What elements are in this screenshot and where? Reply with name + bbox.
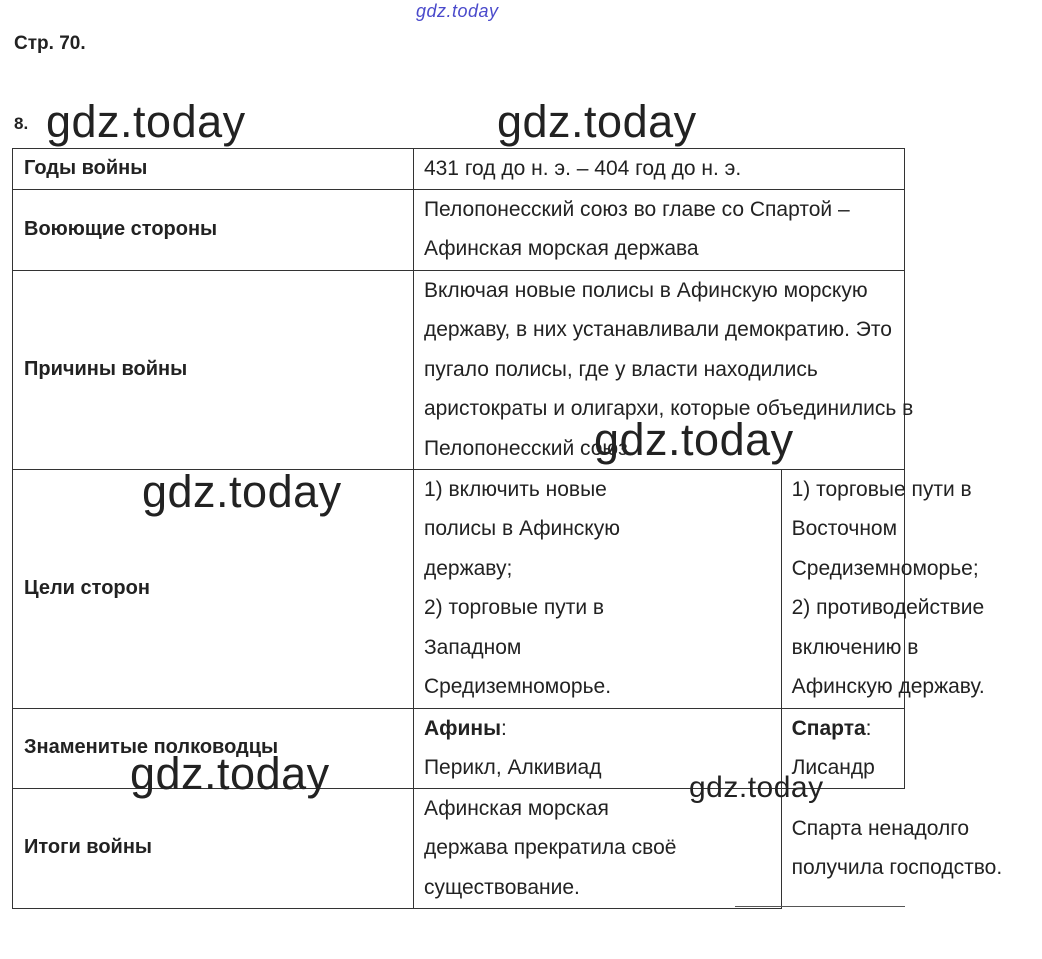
- commanders-sparta-title: Спарта: [791, 716, 866, 740]
- commanders-athens-heading: [424, 709, 771, 749]
- causes-line-2: державу, в них устанавливали демократию. Это: [423, 318, 892, 341]
- sides-line-1: Пелопонесский союз во главе со Спартой –: [423, 197, 850, 221]
- goals-sparta-line: Средиземноморье;: [791, 556, 979, 580]
- results-sparta: [781, 788, 1003, 908]
- causes-line-4: аристократы и олигархи, которые объединились в: [423, 397, 914, 420]
- label-goals: Цели сторон: [13, 469, 414, 708]
- row-years: [13, 149, 905, 190]
- task-number: 8.: [14, 114, 29, 133]
- results-athens-line: Афинская морская: [423, 796, 609, 820]
- causes-line-5: Пелопонесский союз.: [423, 436, 634, 460]
- watermark: gdz.today: [594, 414, 794, 465]
- value-years: 431 год до н. э. – 404 год до н. э.: [413, 149, 904, 190]
- bottom-line: [735, 906, 905, 907]
- goals-athens-line: 2) торговые пути в: [423, 596, 605, 619]
- watermark: gdz.today: [497, 96, 697, 147]
- causes-line-3: пугало полисы, где у власти находились: [423, 357, 818, 381]
- watermark: gdz.today: [142, 466, 342, 517]
- label-sides: Воюющие стороны: [13, 189, 414, 270]
- commanders-athens-colon: :: [501, 716, 507, 740]
- goals-athens-line: 1) включить новые: [423, 477, 607, 501]
- goals-sparta-line: Афинскую державу.: [791, 675, 985, 698]
- goals-athens-line: Западном: [423, 635, 522, 659]
- row-sides: [13, 189, 905, 270]
- watermark-top: gdz.today: [416, 1, 499, 21]
- goals-sparta-line: Восточном: [791, 517, 898, 540]
- causes-line-1: Включая новые полисы в Афинскую морскую: [423, 278, 868, 302]
- goals-athens: [413, 469, 781, 708]
- page-label: Стр. 70.: [14, 33, 86, 54]
- label-years: Годы войны: [13, 149, 414, 190]
- goals-sparta-line: 2) противодействие: [791, 596, 985, 619]
- watermark: gdz.today: [689, 771, 824, 804]
- goals-athens-line: державу;: [423, 556, 513, 580]
- commanders-sparta-heading: [792, 709, 1042, 749]
- commanders-sparta-names: Лисандр: [791, 756, 875, 779]
- results-sparta-line: Спарта ненадолго: [791, 816, 970, 840]
- watermark: gdz.today: [130, 748, 330, 799]
- label-results: Итоги войны: [13, 788, 414, 908]
- label-causes: Причины войны: [13, 270, 414, 469]
- commanders-athens-names: Перикл, Алкивиад: [423, 756, 602, 779]
- commanders-athens-title: Афины: [423, 716, 502, 740]
- label-commanders: Знаменитые полководцы: [13, 708, 414, 788]
- results-athens-line: существование.: [423, 875, 580, 899]
- goals-sparta: [781, 469, 985, 708]
- sides-line-2: Афинская морская держава: [423, 237, 699, 260]
- goals-sparta-line: 1) торговые пути в: [791, 477, 972, 501]
- value-sides: [413, 189, 904, 270]
- row-results: [13, 788, 905, 908]
- results-athens: [413, 788, 781, 908]
- goals-sparta-line: включению в: [791, 635, 919, 659]
- watermark: gdz.today: [46, 96, 246, 147]
- goals-athens-line: Средиземноморье.: [423, 675, 612, 698]
- results-athens-line: держава прекратила своё: [423, 836, 677, 859]
- results-sparta-line: получила господство.: [791, 856, 1003, 879]
- commanders-sparta-colon: :: [865, 716, 872, 740]
- goals-athens-line: полисы в Афинскую: [423, 517, 620, 540]
